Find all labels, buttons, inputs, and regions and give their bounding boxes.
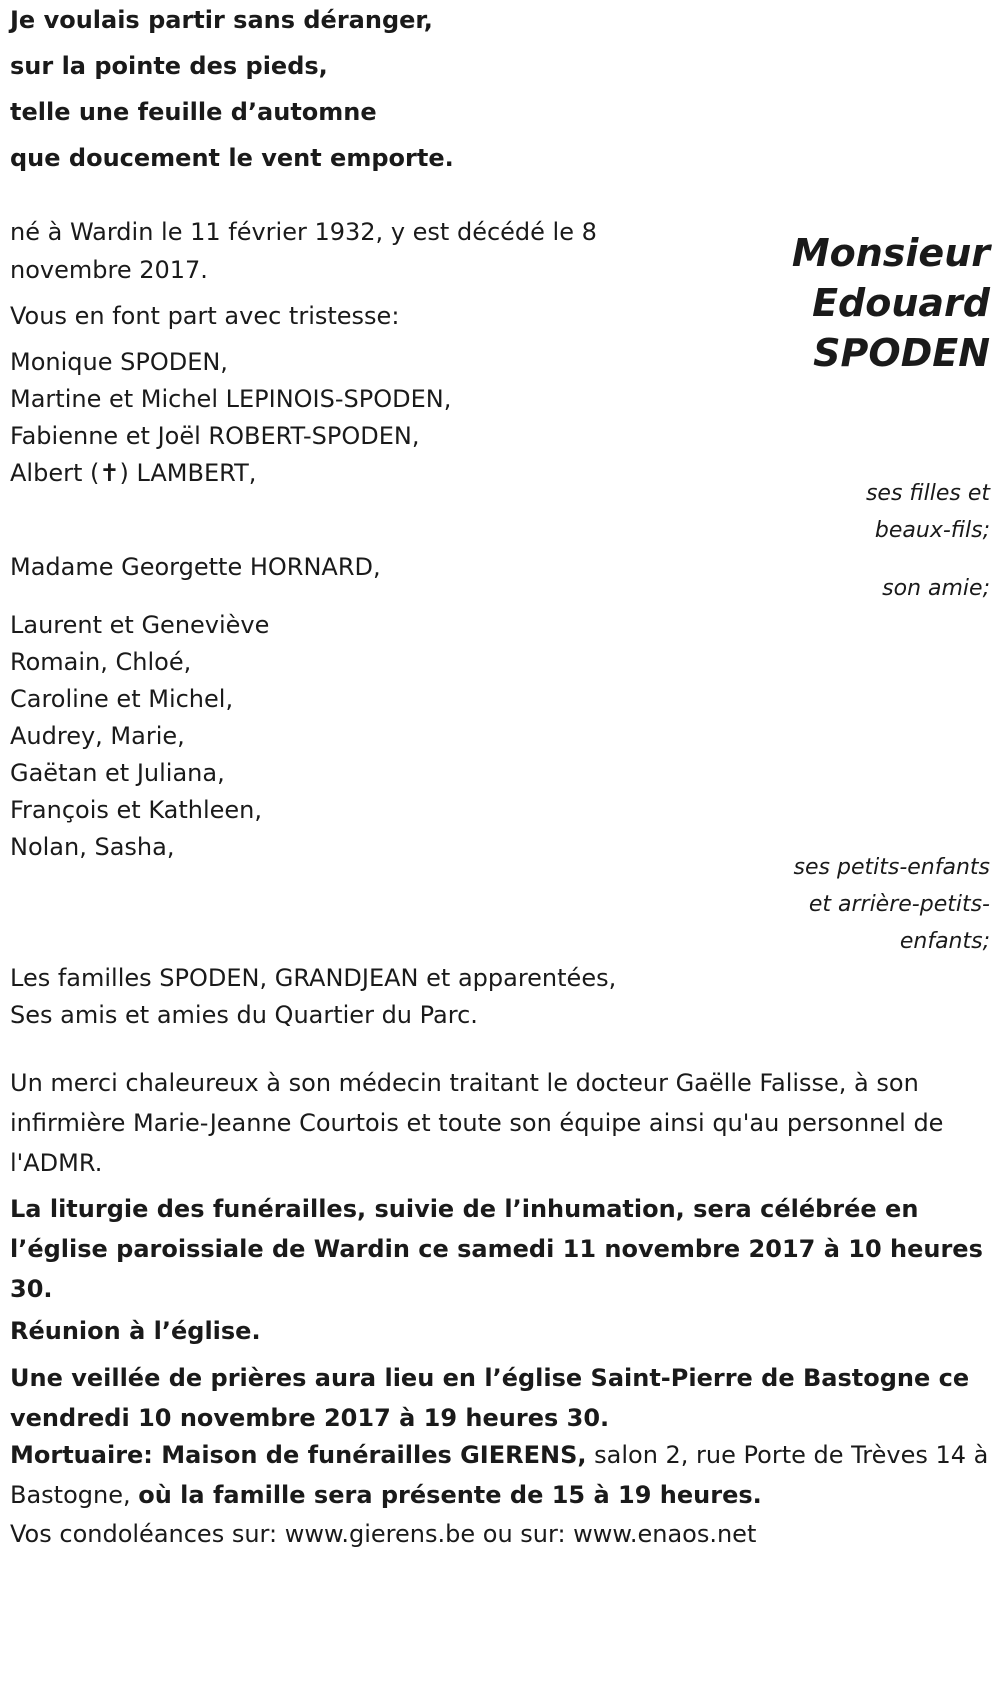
relation-label: beaux-fils; — [874, 518, 990, 543]
announcement-intro: Vous en font part avec tristesse: — [10, 302, 400, 330]
vigil-paragraph: Une veillée de prières aura lieu en l’église Saint-Pierre de Bastogne ce vendredi 10 novembre 2017 à 19 heures 30. — [10, 1364, 970, 1432]
thanks-paragraph: Un merci chaleureux à son médecin traitant le docteur Gaëlle Falisse, à son infirmière Marie-Jeanne Courtois et toute son équipe ainsi qu'au personnel de l'ADMR. — [10, 1069, 944, 1177]
grandchild-member: Romain, Chloé, — [10, 648, 192, 676]
family-member: Albert (✝) LAMBERT, — [10, 459, 257, 487]
deceased-title: Monsieur — [791, 231, 990, 275]
deceased-first-name: Edouard — [812, 281, 990, 325]
meeting-line: Réunion à l’église. — [10, 1317, 261, 1345]
mortuary-presence: où la famille sera présente de 15 à 19 heures. — [138, 1481, 762, 1509]
relation-label: enfants; — [899, 929, 990, 954]
birth-death-line-2: novembre 2017. — [10, 256, 208, 284]
mortuary-address: salon 2, rue Porte de Trèves 14 à Bastogne, — [10, 1441, 989, 1509]
poem-line: telle une feuille d’automne — [10, 98, 377, 126]
relation-label: son amie; — [882, 576, 990, 601]
deceased-last-name: SPODEN — [813, 331, 990, 375]
poem-line: sur la pointe des pieds, — [10, 52, 328, 80]
family-member: Fabienne et Joël ROBERT-SPODEN, — [10, 422, 420, 450]
liturgy-paragraph: La liturgie des funérailles, suivie de l’inhumation, sera célébrée en l’église paroissiale de Wardin ce samedi 11 novembre 2017 à 10 heures 30. — [10, 1195, 983, 1303]
relation-label: et arrière-petits- — [808, 892, 990, 917]
mortuary-label: Mortuaire: Maison de funérailles GIERENS, — [10, 1441, 587, 1469]
grandchild-member: Caroline et Michel, — [10, 685, 234, 713]
deceased-name — [792, 228, 990, 378]
grandchild-member: François et Kathleen, — [10, 796, 263, 824]
family-member: Martine et Michel LEPINOIS-SPODEN, — [10, 385, 452, 413]
relation-label: ses filles et — [865, 481, 990, 506]
poem-line: que doucement le vent emporte. — [10, 144, 454, 172]
families-line: Les familles SPODEN, GRANDJEAN et apparentées, — [10, 964, 617, 992]
condolences-line: Vos condoléances sur: www.gierens.be ou sur: www.enaos.net — [10, 1520, 757, 1548]
mortuary-paragraph — [10, 1435, 995, 1515]
grandchild-member: Gaëtan et Juliana, — [10, 759, 225, 787]
relation-label: ses petits-enfants — [793, 855, 990, 880]
grandchild-member: Nolan, Sasha, — [10, 833, 175, 861]
grandchild-member: Audrey, Marie, — [10, 722, 185, 750]
friend-member: Madame Georgette HORNARD, — [10, 553, 381, 581]
families-line: Ses amis et amies du Quartier du Parc. — [10, 1001, 478, 1029]
family-member: Monique SPODEN, — [10, 348, 228, 376]
poem-line: Je voulais partir sans déranger, — [10, 6, 433, 34]
birth-death-line-1: né à Wardin le 11 février 1932, y est décédé le 8 — [10, 218, 597, 246]
grandchild-member: Laurent et Geneviève — [10, 611, 270, 639]
